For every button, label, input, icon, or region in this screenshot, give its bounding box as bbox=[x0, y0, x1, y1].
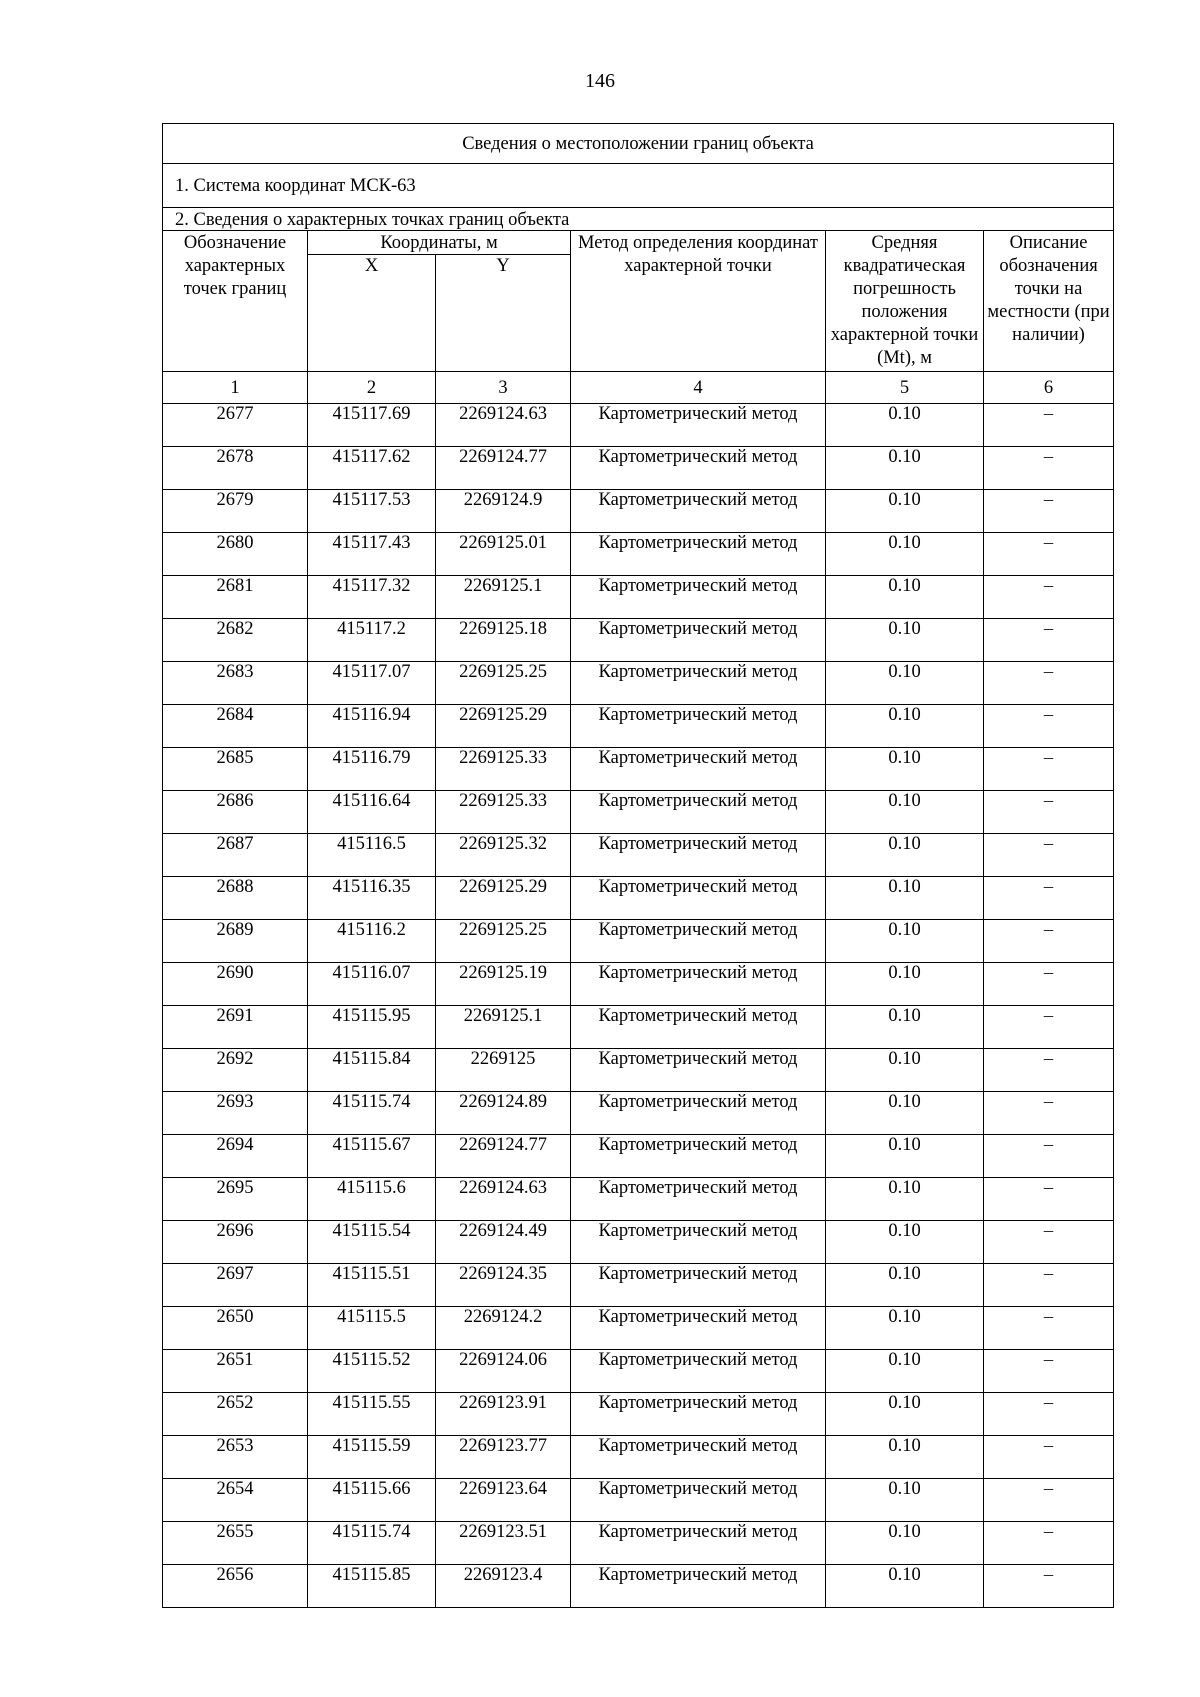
point-id-cell: 2683 bbox=[163, 662, 308, 705]
description-cell: – bbox=[984, 1264, 1114, 1307]
header-x-spacer bbox=[308, 278, 436, 372]
point-id-cell: 2654 bbox=[163, 1479, 308, 1522]
column-numbers-row bbox=[163, 372, 1114, 404]
column-number: 6 bbox=[984, 372, 1114, 404]
table-row bbox=[163, 791, 1114, 834]
header-description: Описание обозначения точки на местности (при наличии) bbox=[984, 231, 1114, 372]
point-id-cell: 2691 bbox=[163, 1006, 308, 1049]
point-id-cell: 2688 bbox=[163, 877, 308, 920]
description-cell: – bbox=[984, 1006, 1114, 1049]
header-coordinates: Координаты, м bbox=[308, 231, 571, 255]
table-row bbox=[163, 533, 1114, 576]
method-cell: Картометрический метод bbox=[571, 1178, 826, 1221]
method-cell: Картометрический метод bbox=[571, 619, 826, 662]
y-coordinate-cell: 2269124.63 bbox=[436, 404, 571, 447]
mean-error-cell: 0.10 bbox=[826, 920, 984, 963]
y-coordinate-cell: 2269125.29 bbox=[436, 705, 571, 748]
description-cell: – bbox=[984, 1221, 1114, 1264]
method-cell: Картометрический метод bbox=[571, 791, 826, 834]
mean-error-cell: 0.10 bbox=[826, 576, 984, 619]
point-id-cell: 2650 bbox=[163, 1307, 308, 1350]
x-coordinate-cell: 415115.85 bbox=[308, 1565, 436, 1608]
description-cell: – bbox=[984, 1307, 1114, 1350]
method-cell: Картометрический метод bbox=[571, 1264, 826, 1307]
method-cell: Картометрический метод bbox=[571, 705, 826, 748]
point-id-cell: 2681 bbox=[163, 576, 308, 619]
point-id-cell: 2692 bbox=[163, 1049, 308, 1092]
description-cell: – bbox=[984, 963, 1114, 1006]
method-cell: Картометрический метод bbox=[571, 1479, 826, 1522]
method-cell: Картометрический метод bbox=[571, 1135, 826, 1178]
method-cell: Картометрический метод bbox=[571, 1221, 826, 1264]
y-coordinate-cell: 2269125.33 bbox=[436, 791, 571, 834]
x-coordinate-cell: 415117.53 bbox=[308, 490, 436, 533]
column-number: 1 bbox=[163, 372, 308, 404]
x-coordinate-cell: 415116.35 bbox=[308, 877, 436, 920]
table-row bbox=[163, 877, 1114, 920]
table-row bbox=[163, 662, 1114, 705]
point-id-cell: 2690 bbox=[163, 963, 308, 1006]
y-coordinate-cell: 2269125.25 bbox=[436, 920, 571, 963]
y-coordinate-cell: 2269123.4 bbox=[436, 1565, 571, 1608]
x-coordinate-cell: 415115.6 bbox=[308, 1178, 436, 1221]
description-cell: – bbox=[984, 1565, 1114, 1608]
point-id-cell: 2652 bbox=[163, 1393, 308, 1436]
point-id-cell: 2682 bbox=[163, 619, 308, 662]
table-row bbox=[163, 963, 1114, 1006]
y-coordinate-cell: 2269124.77 bbox=[436, 447, 571, 490]
description-cell: – bbox=[984, 1522, 1114, 1565]
table-row bbox=[163, 447, 1114, 490]
mean-error-cell: 0.10 bbox=[826, 404, 984, 447]
point-id-cell: 2680 bbox=[163, 533, 308, 576]
method-cell: Картометрический метод bbox=[571, 1307, 826, 1350]
x-coordinate-cell: 415117.07 bbox=[308, 662, 436, 705]
y-coordinate-cell: 2269124.77 bbox=[436, 1135, 571, 1178]
table-row bbox=[163, 404, 1114, 447]
x-coordinate-cell: 415117.69 bbox=[308, 404, 436, 447]
description-cell: – bbox=[984, 748, 1114, 791]
y-coordinate-cell: 2269124.06 bbox=[436, 1350, 571, 1393]
point-id-cell: 2656 bbox=[163, 1565, 308, 1608]
column-number: 4 bbox=[571, 372, 826, 404]
y-coordinate-cell: 2269125.25 bbox=[436, 662, 571, 705]
table-row bbox=[163, 1436, 1114, 1479]
mean-error-cell: 0.10 bbox=[826, 1135, 984, 1178]
point-id-cell: 2679 bbox=[163, 490, 308, 533]
mean-error-cell: 0.10 bbox=[826, 1436, 984, 1479]
x-coordinate-cell: 415115.54 bbox=[308, 1221, 436, 1264]
column-number: 3 bbox=[436, 372, 571, 404]
description-cell: – bbox=[984, 1135, 1114, 1178]
table-row bbox=[163, 1565, 1114, 1608]
description-cell: – bbox=[984, 834, 1114, 877]
method-cell: Картометрический метод bbox=[571, 963, 826, 1006]
table-row bbox=[163, 834, 1114, 877]
table-row bbox=[163, 1049, 1114, 1092]
method-cell: Картометрический метод bbox=[571, 662, 826, 705]
point-id-cell: 2697 bbox=[163, 1264, 308, 1307]
y-coordinate-cell: 2269125.01 bbox=[436, 533, 571, 576]
table-row bbox=[163, 748, 1114, 791]
y-coordinate-cell: 2269125.33 bbox=[436, 748, 571, 791]
x-coordinate-cell: 415115.55 bbox=[308, 1393, 436, 1436]
description-cell: – bbox=[984, 490, 1114, 533]
description-cell: – bbox=[984, 1350, 1114, 1393]
description-cell: – bbox=[984, 662, 1114, 705]
y-coordinate-cell: 2269125.18 bbox=[436, 619, 571, 662]
y-coordinate-cell: 2269124.63 bbox=[436, 1178, 571, 1221]
mean-error-cell: 0.10 bbox=[826, 748, 984, 791]
header-point-designation: Обозначение характерных точек границ bbox=[163, 231, 308, 372]
mean-error-cell: 0.10 bbox=[826, 1221, 984, 1264]
description-cell: – bbox=[984, 920, 1114, 963]
x-coordinate-cell: 415116.79 bbox=[308, 748, 436, 791]
table-row bbox=[163, 1135, 1114, 1178]
y-coordinate-cell: 2269125.29 bbox=[436, 877, 571, 920]
section-title: 2. Сведения о характерных точках границ объекта bbox=[163, 208, 1114, 231]
mean-error-cell: 0.10 bbox=[826, 662, 984, 705]
point-id-cell: 2687 bbox=[163, 834, 308, 877]
y-coordinate-cell: 2269124.49 bbox=[436, 1221, 571, 1264]
x-coordinate-cell: 415115.59 bbox=[308, 1436, 436, 1479]
description-cell: – bbox=[984, 1178, 1114, 1221]
table-row bbox=[163, 1350, 1114, 1393]
column-number: 5 bbox=[826, 372, 984, 404]
y-coordinate-cell: 2269124.89 bbox=[436, 1092, 571, 1135]
x-coordinate-cell: 415115.95 bbox=[308, 1006, 436, 1049]
mean-error-cell: 0.10 bbox=[826, 705, 984, 748]
table-row bbox=[163, 705, 1114, 748]
point-id-cell: 2694 bbox=[163, 1135, 308, 1178]
method-cell: Картометрический метод bbox=[571, 1393, 826, 1436]
method-cell: Картометрический метод bbox=[571, 404, 826, 447]
description-cell: – bbox=[984, 533, 1114, 576]
column-number: 2 bbox=[308, 372, 436, 404]
point-id-cell: 2678 bbox=[163, 447, 308, 490]
method-cell: Картометрический метод bbox=[571, 877, 826, 920]
description-cell: – bbox=[984, 1436, 1114, 1479]
point-id-cell: 2693 bbox=[163, 1092, 308, 1135]
table-row bbox=[163, 1178, 1114, 1221]
table-row bbox=[163, 1092, 1114, 1135]
mean-error-cell: 0.10 bbox=[826, 1393, 984, 1436]
table-title: Сведения о местоположении границ объекта bbox=[163, 124, 1114, 164]
y-coordinate-cell: 2269125.1 bbox=[436, 576, 571, 619]
y-coordinate-cell: 2269123.77 bbox=[436, 1436, 571, 1479]
x-coordinate-cell: 415115.52 bbox=[308, 1350, 436, 1393]
table-row bbox=[163, 1479, 1114, 1522]
table-row bbox=[163, 576, 1114, 619]
x-coordinate-cell: 415116.5 bbox=[308, 834, 436, 877]
mean-error-cell: 0.10 bbox=[826, 447, 984, 490]
point-id-cell: 2655 bbox=[163, 1522, 308, 1565]
x-coordinate-cell: 415115.74 bbox=[308, 1092, 436, 1135]
page-number: 146 bbox=[585, 70, 615, 92]
y-coordinate-cell: 2269125 bbox=[436, 1049, 571, 1092]
mean-error-cell: 0.10 bbox=[826, 1006, 984, 1049]
x-coordinate-cell: 415115.5 bbox=[308, 1307, 436, 1350]
y-coordinate-cell: 2269124.2 bbox=[436, 1307, 571, 1350]
point-id-cell: 2695 bbox=[163, 1178, 308, 1221]
mean-error-cell: 0.10 bbox=[826, 1479, 984, 1522]
description-cell: – bbox=[984, 404, 1114, 447]
description-cell: – bbox=[984, 576, 1114, 619]
point-id-cell: 2684 bbox=[163, 705, 308, 748]
mean-error-cell: 0.10 bbox=[826, 1307, 984, 1350]
method-cell: Картометрический метод bbox=[571, 1565, 826, 1608]
y-coordinate-cell: 2269123.51 bbox=[436, 1522, 571, 1565]
y-coordinate-cell: 2269124.35 bbox=[436, 1264, 571, 1307]
x-coordinate-cell: 415115.51 bbox=[308, 1264, 436, 1307]
y-coordinate-cell: 2269124.9 bbox=[436, 490, 571, 533]
x-coordinate-cell: 415117.32 bbox=[308, 576, 436, 619]
mean-error-cell: 0.10 bbox=[826, 619, 984, 662]
coordinate-system: 1. Система координат МСК-63 bbox=[163, 164, 1114, 208]
mean-error-cell: 0.10 bbox=[826, 1264, 984, 1307]
table-row bbox=[163, 619, 1114, 662]
table-row bbox=[163, 1264, 1114, 1307]
description-cell: – bbox=[984, 1479, 1114, 1522]
x-coordinate-cell: 415115.67 bbox=[308, 1135, 436, 1178]
method-cell: Картометрический метод bbox=[571, 1522, 826, 1565]
table-row bbox=[163, 920, 1114, 963]
method-cell: Картометрический метод bbox=[571, 447, 826, 490]
table-row bbox=[163, 490, 1114, 533]
y-coordinate-cell: 2269125.1 bbox=[436, 1006, 571, 1049]
mean-error-cell: 0.10 bbox=[826, 490, 984, 533]
method-cell: Картометрический метод bbox=[571, 748, 826, 791]
boundary-points-table bbox=[162, 123, 1114, 1608]
mean-error-cell: 0.10 bbox=[826, 1350, 984, 1393]
header-method: Метод определения координат характерной точки bbox=[571, 231, 826, 372]
method-cell: Картометрический метод bbox=[571, 1436, 826, 1479]
method-cell: Картометрический метод bbox=[571, 1092, 826, 1135]
table-row bbox=[163, 1006, 1114, 1049]
description-cell: – bbox=[984, 791, 1114, 834]
mean-error-cell: 0.10 bbox=[826, 877, 984, 920]
mean-error-cell: 0.10 bbox=[826, 1049, 984, 1092]
mean-error-cell: 0.10 bbox=[826, 1565, 984, 1608]
description-cell: – bbox=[984, 1092, 1114, 1135]
header-y: Y bbox=[436, 255, 571, 279]
table-row bbox=[163, 1522, 1114, 1565]
x-coordinate-cell: 415117.2 bbox=[308, 619, 436, 662]
point-id-cell: 2685 bbox=[163, 748, 308, 791]
x-coordinate-cell: 415116.94 bbox=[308, 705, 436, 748]
description-cell: – bbox=[984, 619, 1114, 662]
table-row bbox=[163, 1221, 1114, 1264]
mean-error-cell: 0.10 bbox=[826, 834, 984, 877]
mean-error-cell: 0.10 bbox=[826, 533, 984, 576]
point-id-cell: 2677 bbox=[163, 404, 308, 447]
header-y-spacer bbox=[436, 278, 571, 372]
x-coordinate-cell: 415115.74 bbox=[308, 1522, 436, 1565]
description-cell: – bbox=[984, 877, 1114, 920]
point-id-cell: 2651 bbox=[163, 1350, 308, 1393]
table-row bbox=[163, 1393, 1114, 1436]
y-coordinate-cell: 2269125.19 bbox=[436, 963, 571, 1006]
header-mean-error: Средняя квадратическая погрешность положения характерной точки (Mt), м bbox=[826, 231, 984, 372]
point-id-cell: 2686 bbox=[163, 791, 308, 834]
x-coordinate-cell: 415115.66 bbox=[308, 1479, 436, 1522]
method-cell: Картометрический метод bbox=[571, 834, 826, 877]
x-coordinate-cell: 415116.64 bbox=[308, 791, 436, 834]
y-coordinate-cell: 2269125.32 bbox=[436, 834, 571, 877]
x-coordinate-cell: 415117.43 bbox=[308, 533, 436, 576]
description-cell: – bbox=[984, 447, 1114, 490]
x-coordinate-cell: 415115.84 bbox=[308, 1049, 436, 1092]
x-coordinate-cell: 415116.07 bbox=[308, 963, 436, 1006]
method-cell: Картометрический метод bbox=[571, 533, 826, 576]
method-cell: Картометрический метод bbox=[571, 920, 826, 963]
header-x: X bbox=[308, 255, 436, 279]
table-row bbox=[163, 1307, 1114, 1350]
y-coordinate-cell: 2269123.91 bbox=[436, 1393, 571, 1436]
point-id-cell: 2689 bbox=[163, 920, 308, 963]
description-cell: – bbox=[984, 1049, 1114, 1092]
mean-error-cell: 0.10 bbox=[826, 1092, 984, 1135]
method-cell: Картометрический метод bbox=[571, 576, 826, 619]
y-coordinate-cell: 2269123.64 bbox=[436, 1479, 571, 1522]
mean-error-cell: 0.10 bbox=[826, 1178, 984, 1221]
point-id-cell: 2653 bbox=[163, 1436, 308, 1479]
description-cell: – bbox=[984, 1393, 1114, 1436]
method-cell: Картометрический метод bbox=[571, 490, 826, 533]
mean-error-cell: 0.10 bbox=[826, 791, 984, 834]
mean-error-cell: 0.10 bbox=[826, 963, 984, 1006]
method-cell: Картометрический метод bbox=[571, 1350, 826, 1393]
x-coordinate-cell: 415116.2 bbox=[308, 920, 436, 963]
method-cell: Картометрический метод bbox=[571, 1006, 826, 1049]
method-cell: Картометрический метод bbox=[571, 1049, 826, 1092]
point-id-cell: 2696 bbox=[163, 1221, 308, 1264]
x-coordinate-cell: 415117.62 bbox=[308, 447, 436, 490]
description-cell: – bbox=[984, 705, 1114, 748]
mean-error-cell: 0.10 bbox=[826, 1522, 984, 1565]
